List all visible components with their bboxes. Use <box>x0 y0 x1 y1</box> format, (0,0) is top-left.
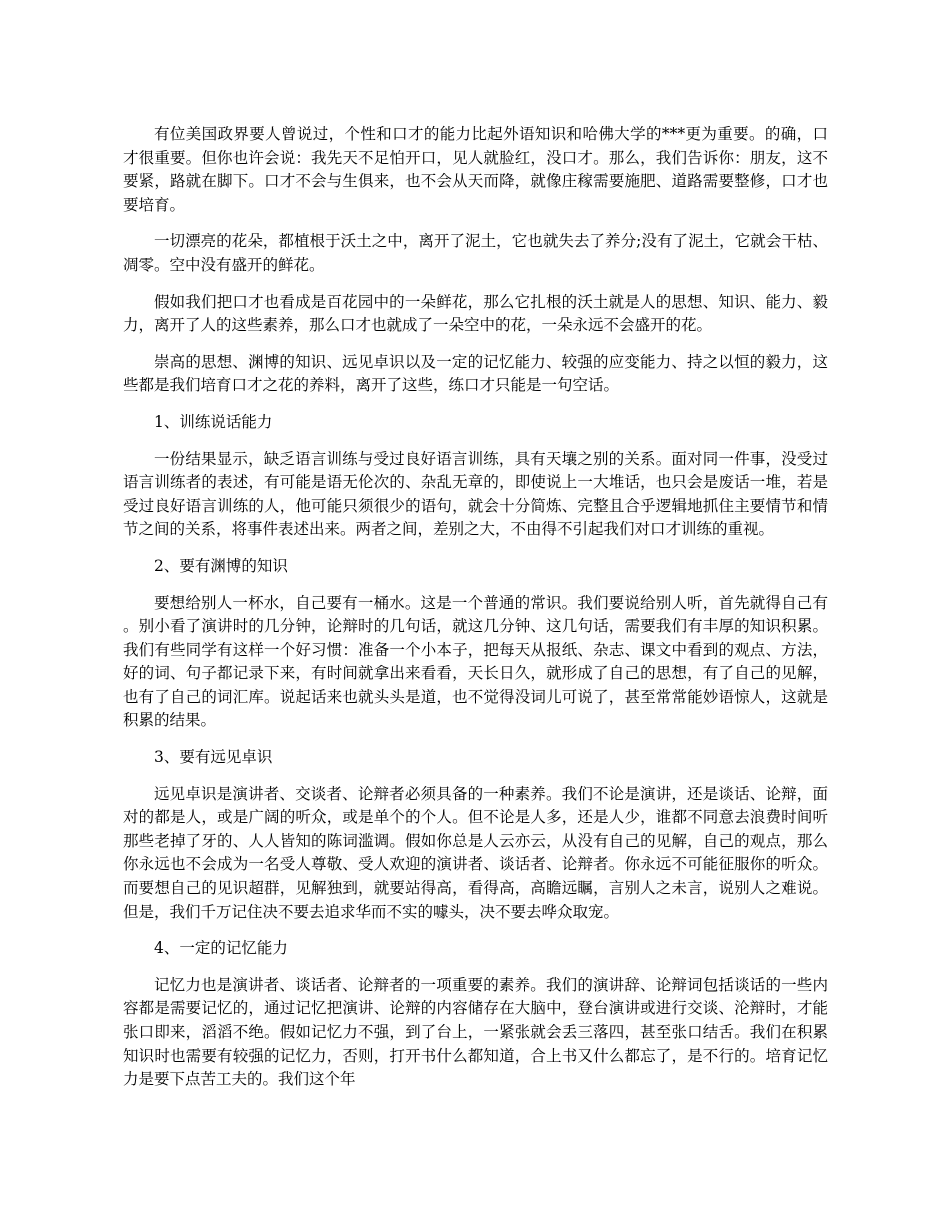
paragraph: 一切漂亮的花朵，都植根于沃土之中，离开了泥土，它也就失去了养分;没有了泥土，它就会干枯、凋零。空中没有盛开的鲜花。 <box>123 232 828 274</box>
paragraph: 假如我们把口才也看成是百花园中的一朵鲜花，那么它扎根的沃土就是人的思想、知识、能力、毅力，离开了人的这些素养，那么口才也就成了一朵空中的花，一朵永远不会盛开的花。 <box>123 292 828 335</box>
section-heading: 4、一定的记忆能力 <box>154 939 288 958</box>
section-heading: 2、要有渊博的知识 <box>154 556 288 575</box>
paragraph: 崇高的思想、渊博的知识、远见卓识以及一定的记忆能力、较强的应变能力、持之以恒的毅力，这些都是我们培育口才之花的养料，离开了这些，练口才只能是一句空话。 <box>123 352 828 395</box>
paragraph: 有位美国政界要人曾说过，个性和口才的能力比起外语知识和哈佛大学的***更为重要。的确，口才很重要。但你也许会说：我先天不足怕开口，见人就脸红，没口才。那么，我们告诉你：朋友，这不要紧，路就在脚下。口才不会与生俱来，也不会从天而降，就像庄稼需要施肥、道路需要整修，口才也要培育。 <box>123 125 828 214</box>
paragraph: 一份结果显示，缺乏语言训练与受过良好语言训练，具有天壤之别的关系。面对同一件事，没受过语言训练者的表述，有可能是语无伦次的、杂乱无章的，即使说上一大堆话，也只会是废话一堆，若是受过良好语言训练的人，他可能只须很少的语句，就会十分简炼、完整且合乎逻辑地抓住主要情节和情节之间的关系，将事件表述出来。两者之间，差别之大，不由得不引起我们对口才训练的重视。 <box>123 449 828 539</box>
paragraph: 要想给别人一杯水，自己要有一桶水。这是一个普通的常识。我们要说给别人听，首先就得自己有。别小看了演讲时的几分钟，论辩时的几句话，就这几分钟、这几句话，需要我们有丰厚的知识积累。我们有些同学有这样一个好习惯：准备一个小本子，把每天从报纸、杂志、课文中看到的观点、方法，好的词、句子都记录下来，有时间就拿出来看看，天长日久，就形成了自己的思想，有了自己的见解，也有了自己的词汇库。说起话来也就头头是道，也不觉得没词儿可说了，甚至常常能妙语惊人，这就是积累的结果。 <box>123 593 828 730</box>
section-heading: 3、要有远见卓识 <box>154 748 273 767</box>
document-body <box>123 123 828 1105</box>
paragraph: 远见卓识是演讲者、交谈者、论辩者必须具备的一种素养。我们不论是演讲，还是谈话、论辩，面对的都是人，或是广阔的听众，或是单个的个人。但不论是人多，还是人少，谁都不同意去浪费时间听那些老掉了牙的、人人皆知的陈词滥调。假如你总是人云亦云，从没有自己的见解，自己的观点，那么你永远也不会成为一名受人尊敬、受人欢迎的演讲者、谈话者、论辩者。你永远不可能征服你的听众。而要想自己的见识超群，见解独到，就要站得高，看得高，高瞻远瞩，言别人之未言，说别人之难说。但是，我们千万记住决不要去追求华而不实的噱头，决不要去哗众取宠。 <box>123 784 828 921</box>
section-heading: 1、训练说话能力 <box>154 412 273 431</box>
paragraph: 记忆力也是演讲者、谈话者、论辩者的一项重要的素养。我们的演讲辞、论辩词包括谈话的一些内容都是需要记忆的，通过记忆把演讲、论辩的内容储存在大脑中，登台演讲或进行交谈、沦辩时，才能张口即来，滔滔不绝。假如记忆力不强，到了台上，一紧张就会丢三落四，甚至张口结舌。我们在积累知识时也需要有较强的记忆力，否则，打开书什么都知道，合上书又什么都忘了，是不行的。培育记忆力是要下点苦工夫的。我们这个年 <box>123 975 828 1089</box>
